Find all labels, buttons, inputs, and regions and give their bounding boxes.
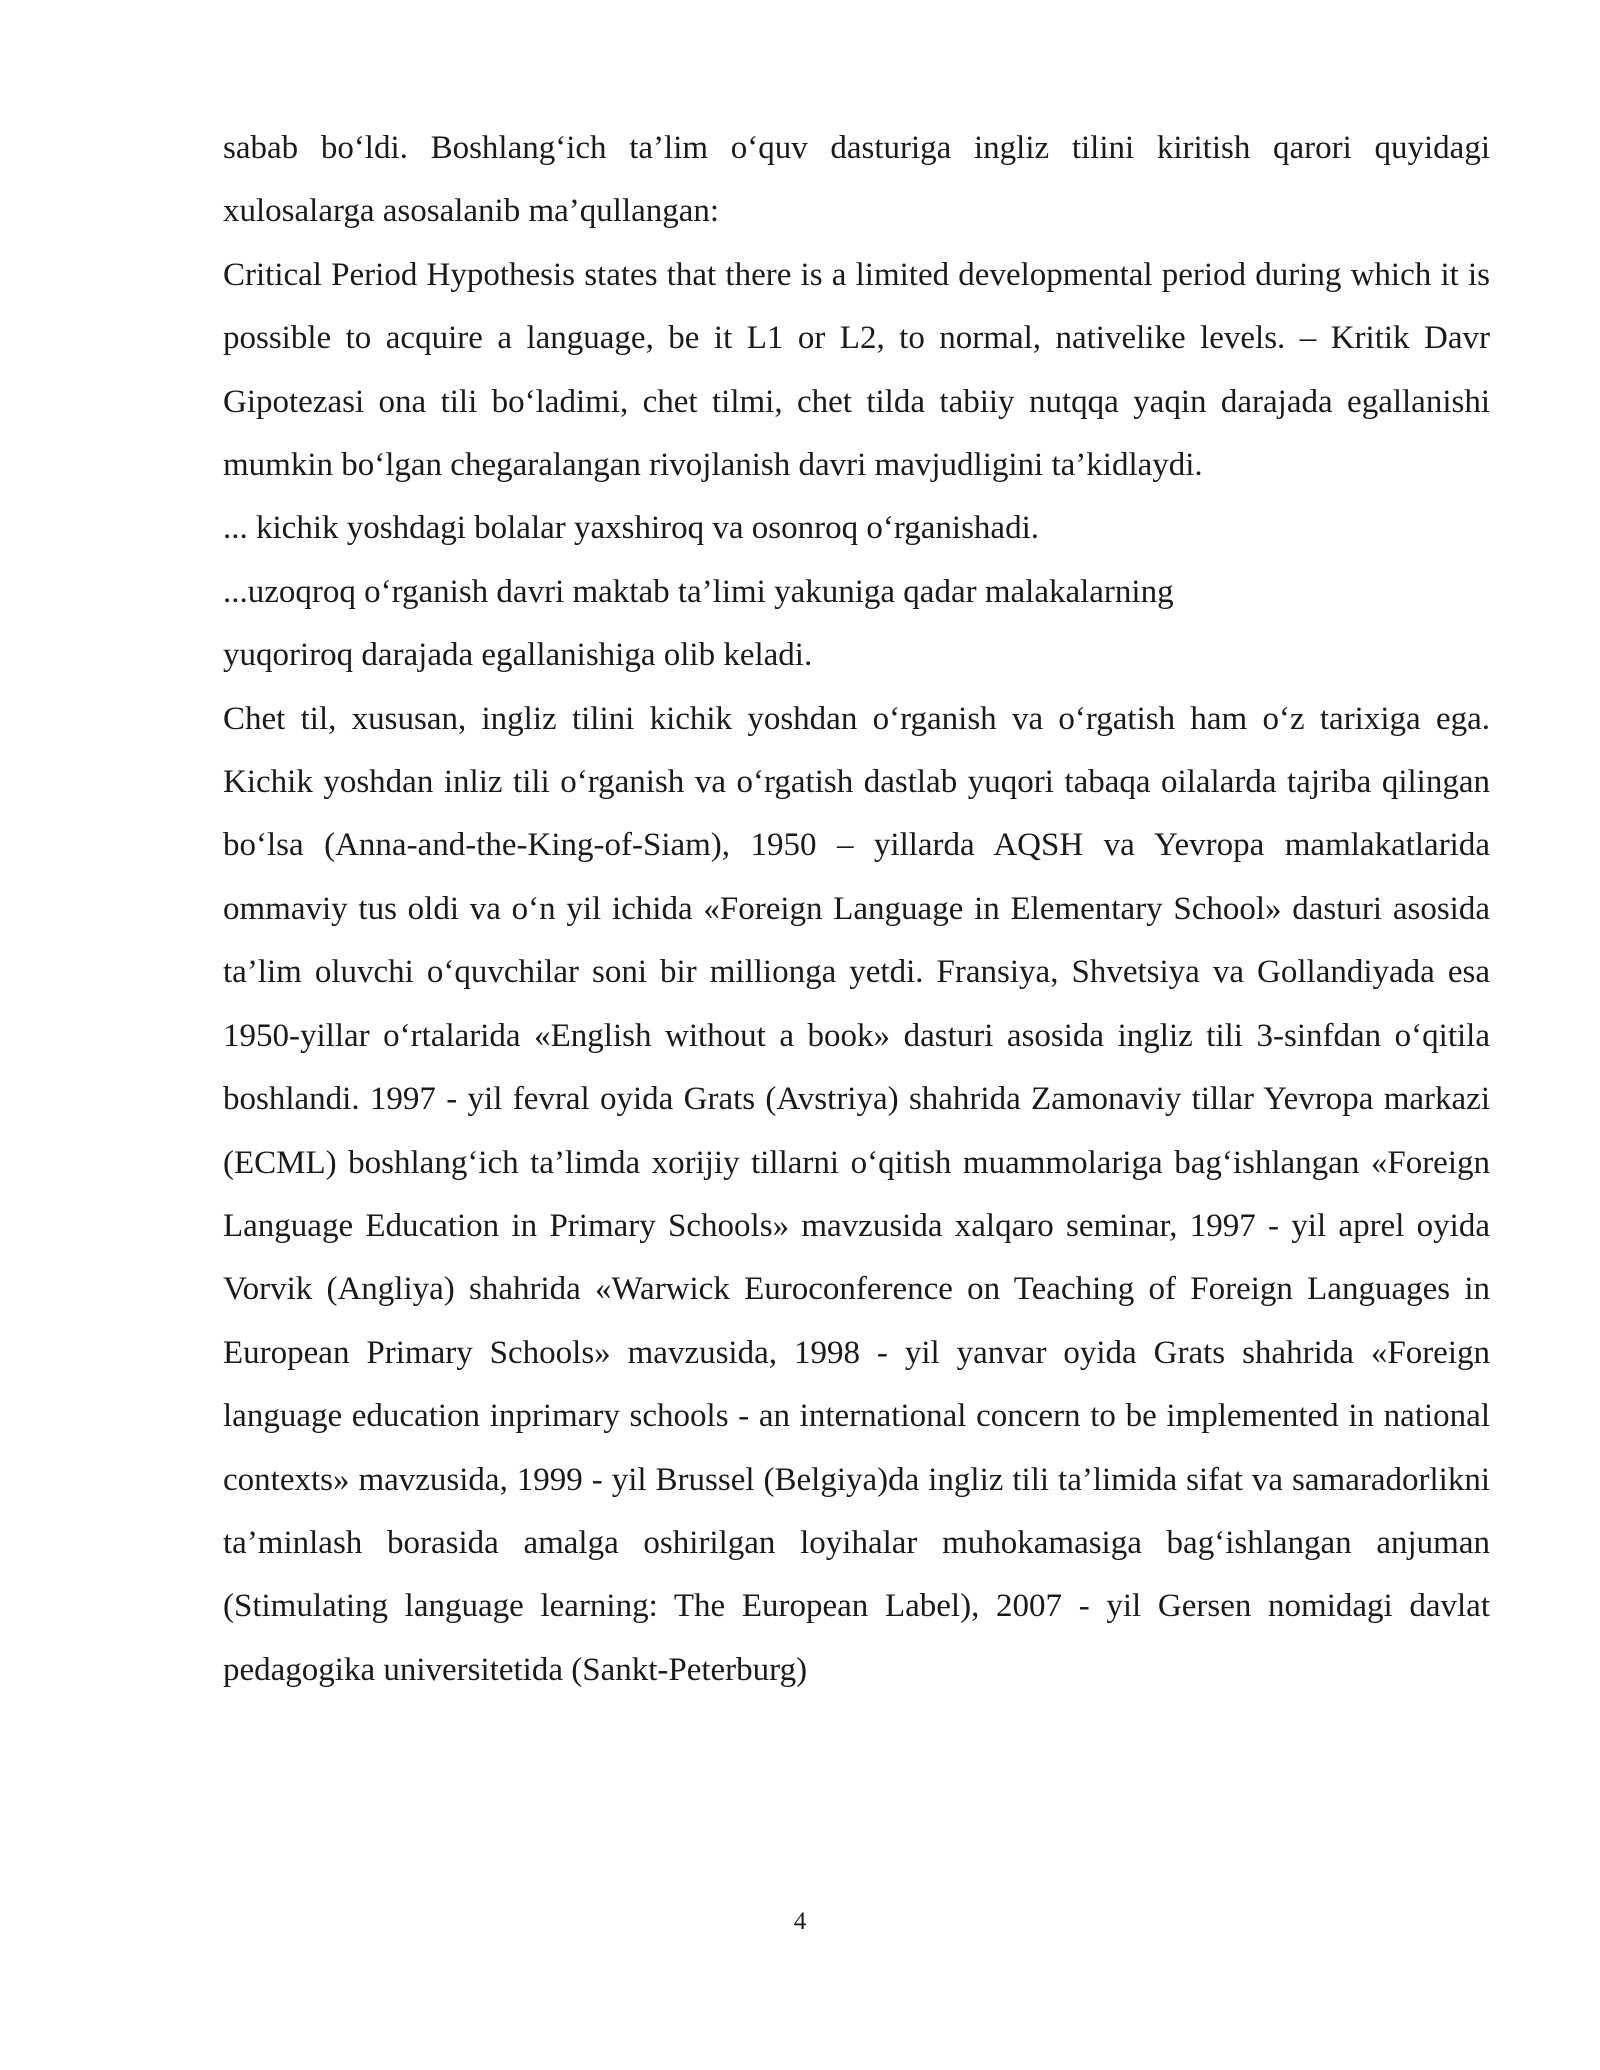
paragraph-critical-period: Critical Period Hypothesis states that there is a limited developmental period during which it is possible to acquire a language, be it L1 or L2, to normal, nativelike levels. – Kritik Davr Gipotezasi ona tili bo‘ladimi, chet tilmi, chet tilda tabiiy nutqqa yaqin darajada egallanishi mumkin bo‘lgan chegaralangan rivojlanish davri mavjudligini ta’kidlaydi. [223,256,1490,484]
paragraph-higher-level: yuqoriroq darajada egallanishiga olib keladi. [223,637,813,674]
paragraph-longer-learning: ...uzoqroq o‘rganish davri maktab ta’limi yakuniga qadar malakalarning [223,573,1174,610]
body-text [223,117,1490,1702]
paragraph-intro: sabab bo‘ldi. Boshlang‘ich ta’lim o‘quv dasturiga ingliz tilini kiritish qarori quyidagi xulosalarga asosalanib ma’qullangan: [223,130,1490,230]
paragraph-history: Chet til, xususan, ingliz tilini kichik yoshdan o‘rganish va o‘rgatish ham o‘z tarixiga ega. Kichik yoshdan inliz tili o‘rganish va o‘rgatish dastlab yuqori tabaqa oilalarda tajriba qilingan bo‘lsa (Anna-and-the-King-of-Siam), 1950 – yillarda AQSH va Yevropa mamlakatlarida ommaviy tus oldi va o‘n yil ichida «Foreign Language in Elementary School» dasturi asosida ta’lim oluvchi o‘quvchilar soni bir millionga yetdi. Fransiya, Shvetsiya va Gollandiyada esa 1950-yillar o‘rtalarida «English without a book» dasturi asosida ingliz tili 3-sinfdan o‘qitila boshlandi. 1997 - yil fevral oyida Grats (Avstriya) shahrida Zamonaviy tillar Yevropa markazi (ECML) boshlang‘ich ta’limda xorijiy tillarni o‘qitish muammolariga bag‘ishlangan «Foreign Language Education in Primary Schools» mavzusida xalqaro seminar, 1997 - yil aprel oyida Vorvik (Angliya) shahrida «Warwick Euroconference on Teaching of Foreign Languages in European Primary Schools» mavzusida, 1998 - yil yanvar oyida Grats shahrida «Foreign language education inprimary schools - an international concern to be implemented in national contexts» mavzusida, 1999 - yil Brussel (Belgiya)da ingliz tili ta’limida sifat va samaradorlikni ta’minlash borasida amalga oshirilgan loyihalar muhokamasiga bag‘ishlangan anjuman (Stimulating language learning: The European Label), 2007 - yil Gersen nomidagi davlat pedagogika universitetida (Sankt-Peterburg) [223,700,1490,1688]
paragraph-young-children: ... kichik yoshdagi bolalar yaxshiroq va osonroq o‘rganishadi. [223,510,1039,547]
page-number: 4 [793,1908,807,1935]
